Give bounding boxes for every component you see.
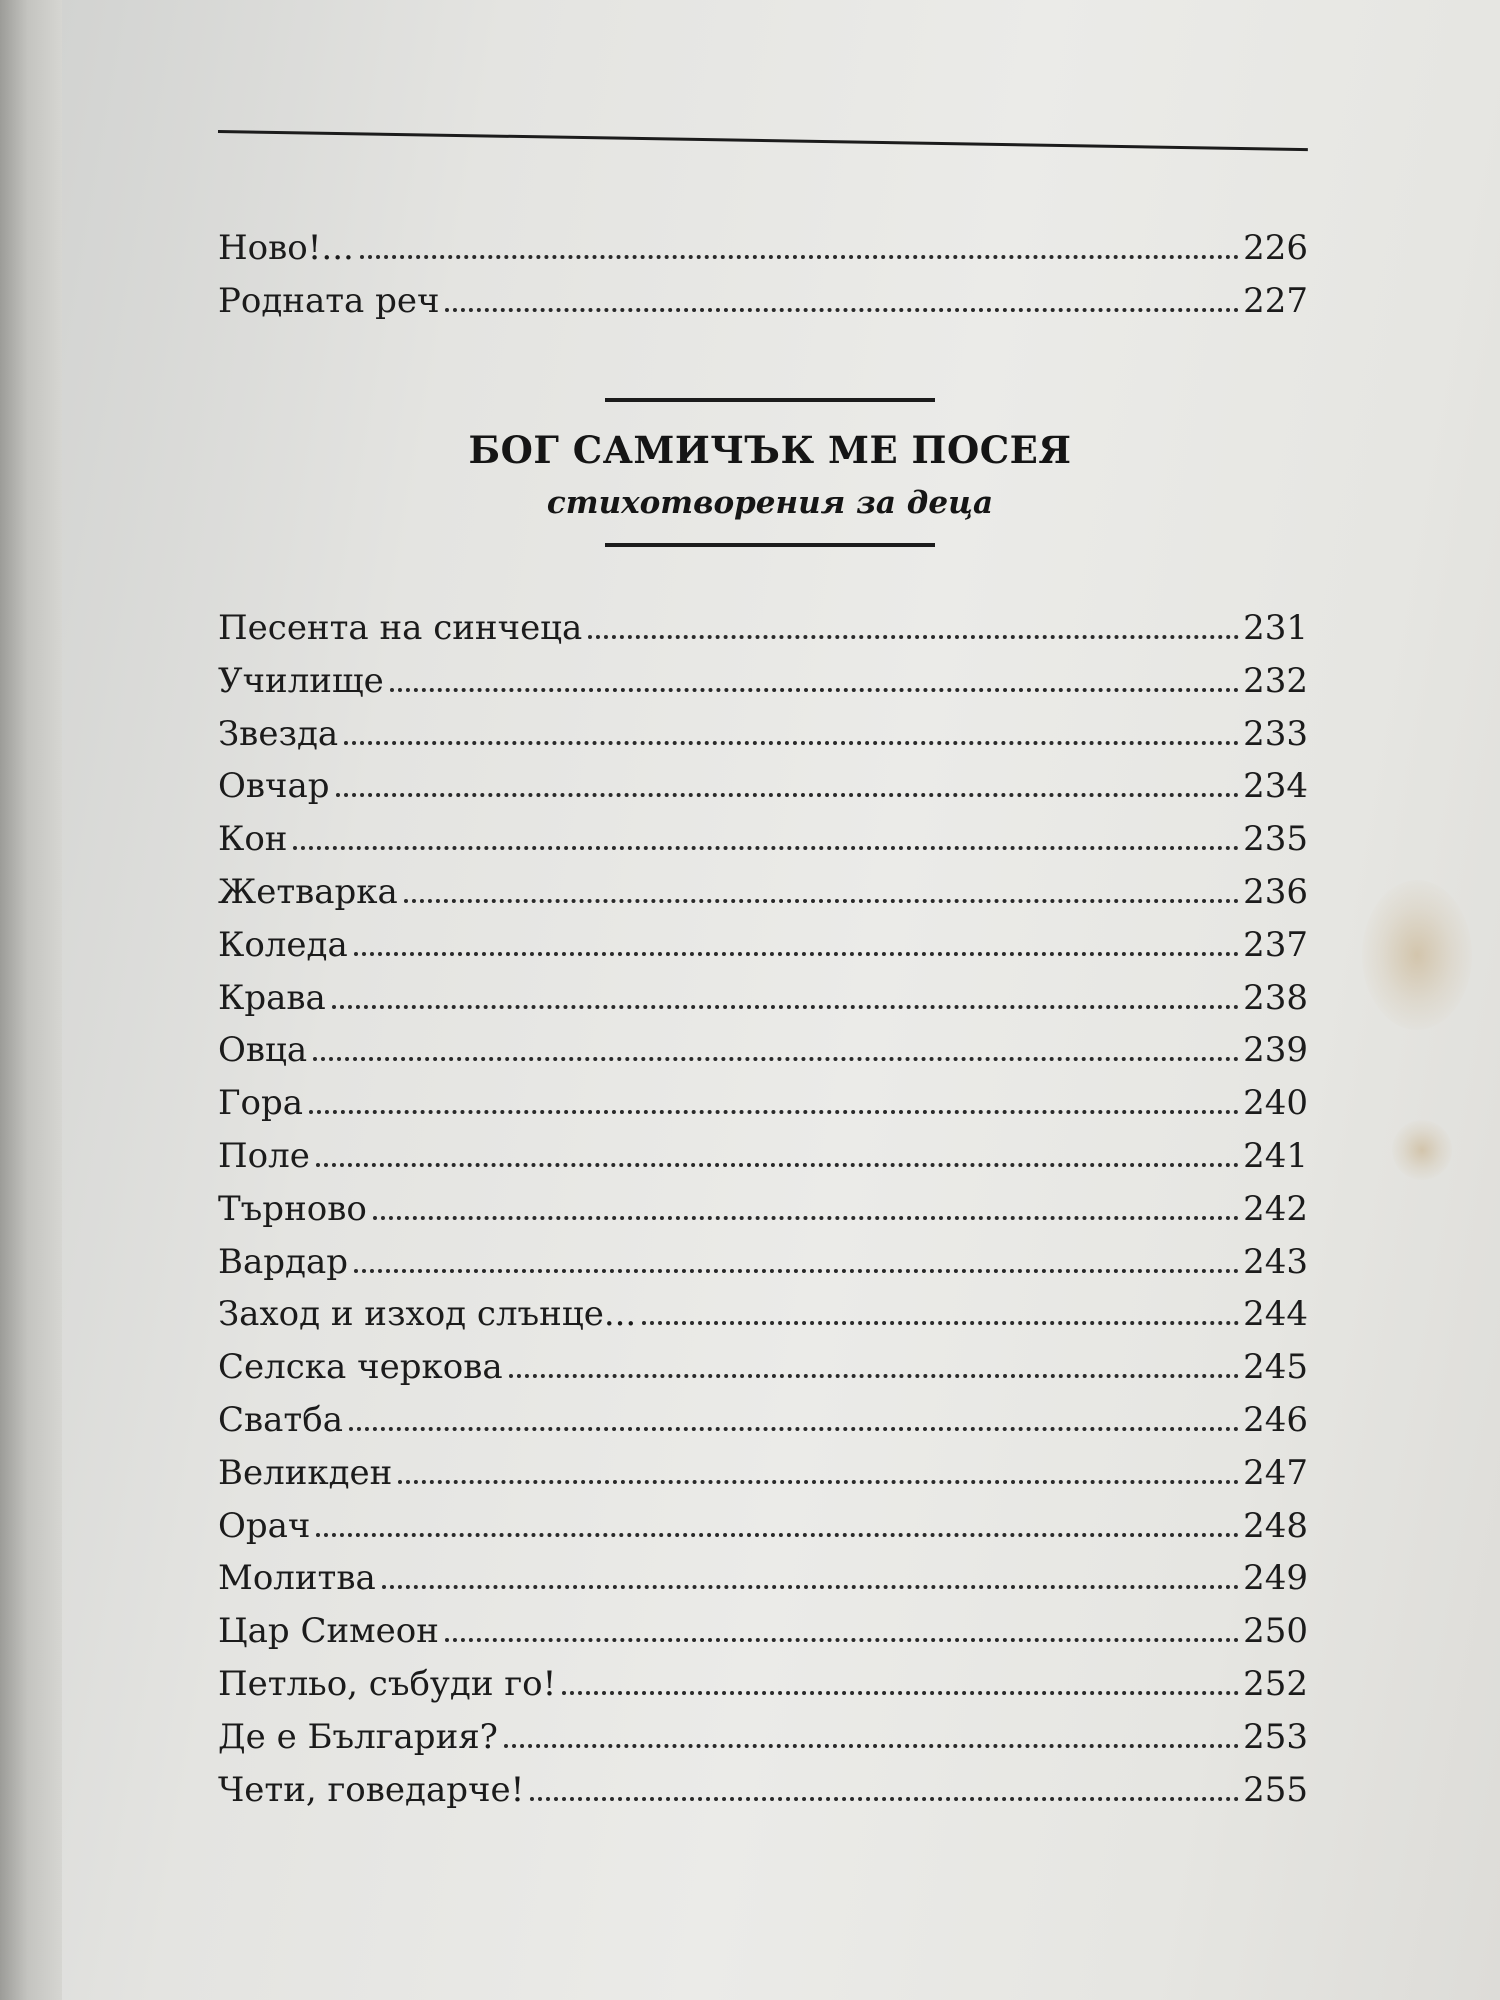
toc-entry [218,859,1308,912]
toc-entry [218,268,1308,321]
toc-entry [218,912,1308,965]
toc-dot-leader [504,1744,1239,1748]
toc-dot-leader [293,846,1239,850]
toc-entry-page: 247 [1243,1452,1308,1493]
page-stain [1392,1120,1452,1180]
toc-entry [218,1440,1308,1493]
book-spine-shadow [0,0,70,2000]
toc-entry-page: 239 [1243,1030,1308,1071]
toc-dot-leader [360,255,1239,259]
toc-dot-leader [530,1797,1239,1801]
toc-dot-leader [445,308,1239,312]
toc-dot-leader [398,1480,1239,1484]
toc-dot-leader [642,1321,1239,1325]
toc-dot-leader [382,1585,1239,1589]
toc-entry [218,1123,1308,1176]
toc-entry-page: 240 [1243,1083,1308,1124]
toc-entry-title: Училище [218,660,384,701]
toc-entry-page: 235 [1243,819,1308,860]
toc-entry-page: 255 [1243,1769,1308,1810]
toc-entry [218,1334,1308,1388]
toc-entry-page: 241 [1243,1136,1308,1176]
toc-entry [218,806,1308,860]
toc-entry-page: 237 [1243,924,1308,965]
toc-entry-page: 227 [1243,281,1308,321]
toc-entry-page: 226 [1243,228,1308,268]
toc-entry [218,1017,1308,1071]
toc-entry-page: 238 [1243,977,1308,1018]
toc-dot-leader [344,741,1239,745]
toc-entry [218,1704,1308,1757]
toc-entry [218,1493,1308,1546]
toc-entry-title: Овчар [218,766,330,807]
toc-entry [218,753,1308,807]
toc-entry-title: Сватба [218,1400,343,1440]
toc-dot-leader [316,1533,1239,1537]
section-rule-top [605,398,935,402]
toc-dot-leader [373,1216,1239,1220]
toc-dot-leader [336,793,1240,797]
toc-entry-title: Вардар [218,1241,348,1282]
toc-entry [218,1545,1308,1599]
toc-entry [218,1598,1308,1652]
toc-entry-page: 236 [1243,872,1308,912]
toc-entry-title: Кон [218,819,288,860]
toc-entry-title: Песента на синчеца [218,608,583,648]
toc-entry-title: Жетварка [218,872,398,912]
toc-entry-title: Молитва [218,1558,376,1599]
toc-entry-title: Родната реч [218,281,440,321]
toc-entry [218,1387,1308,1440]
toc-entry-page: 253 [1243,1716,1308,1757]
toc-dot-leader [404,899,1239,903]
section-rule-bottom [605,543,935,547]
toc-entry-title: Търново [218,1188,367,1229]
toc-entry-page: 244 [1243,1294,1308,1335]
toc-entry-page: 242 [1243,1188,1308,1229]
toc-entry-page: 250 [1243,1611,1308,1652]
toc-dot-leader [509,1374,1239,1378]
toc-entry-title: Великден [218,1452,393,1493]
toc-entry-page: 231 [1243,608,1308,648]
toc-entry [218,595,1308,648]
toc-dot-leader [349,1427,1239,1431]
toc-entry-page: 232 [1243,660,1308,701]
toc-entry [218,1281,1308,1335]
toc-entry-page: 248 [1243,1505,1308,1546]
section-title: БОГ САМИЧЪК МЕ ПОСЕЯ [468,428,1072,472]
toc-entry [218,965,1308,1018]
toc-entry-title: Чети, говедарче! [218,1769,525,1810]
toc-entry-title: Крава [218,977,326,1018]
section-subtitle: стихотворения за деца [546,485,994,521]
toc-entry-page: 249 [1243,1558,1308,1599]
toc-entry [218,701,1308,754]
toc-dot-leader [354,1269,1239,1273]
toc-entry-title: Поле [218,1136,310,1176]
toc-entry-page: 252 [1243,1664,1308,1704]
toc-dot-leader [390,688,1239,692]
toc-dot-leader [445,1638,1239,1642]
toc-entry-title: Петльо, събуди го! [218,1664,557,1704]
toc-entry-title: Ново!... [218,228,354,268]
toc-dot-leader [354,952,1239,956]
toc-entry-page: 245 [1243,1347,1308,1388]
toc-entry-page: 233 [1243,713,1308,754]
toc-entry-title: Орач [218,1505,311,1546]
toc-entry-title: Звезда [218,713,339,754]
toc-entry [218,215,1308,268]
toc-entry-title: Селска черкова [218,1347,503,1388]
page-stain [1362,880,1472,1030]
toc-entry [218,1229,1308,1282]
toc-entry-title: Цар Симеон [218,1611,439,1652]
toc-entry [218,648,1308,701]
toc-dot-leader [309,1110,1239,1114]
toc-entry-page: 246 [1243,1400,1308,1440]
toc-entry-page: 243 [1243,1241,1308,1282]
toc-dot-leader [313,1057,1239,1061]
toc-dot-leader [316,1163,1239,1167]
toc-entry-title: Гора [218,1083,304,1124]
toc-dot-leader [588,635,1239,639]
toc-entry-title: Заход и изход слънце... [218,1294,637,1335]
toc-entry-title: Коледа [218,924,348,965]
toc-entry [218,1651,1308,1704]
toc-entry-title: Де е България? [218,1716,498,1757]
toc-dot-leader [332,1005,1239,1009]
toc-dot-leader [562,1691,1239,1695]
toc-entry [218,1757,1308,1810]
toc-entry-title: Овца [218,1030,308,1071]
toc-entry-page: 234 [1243,766,1308,807]
toc-entry [218,1176,1308,1229]
toc-entry [218,1070,1308,1124]
